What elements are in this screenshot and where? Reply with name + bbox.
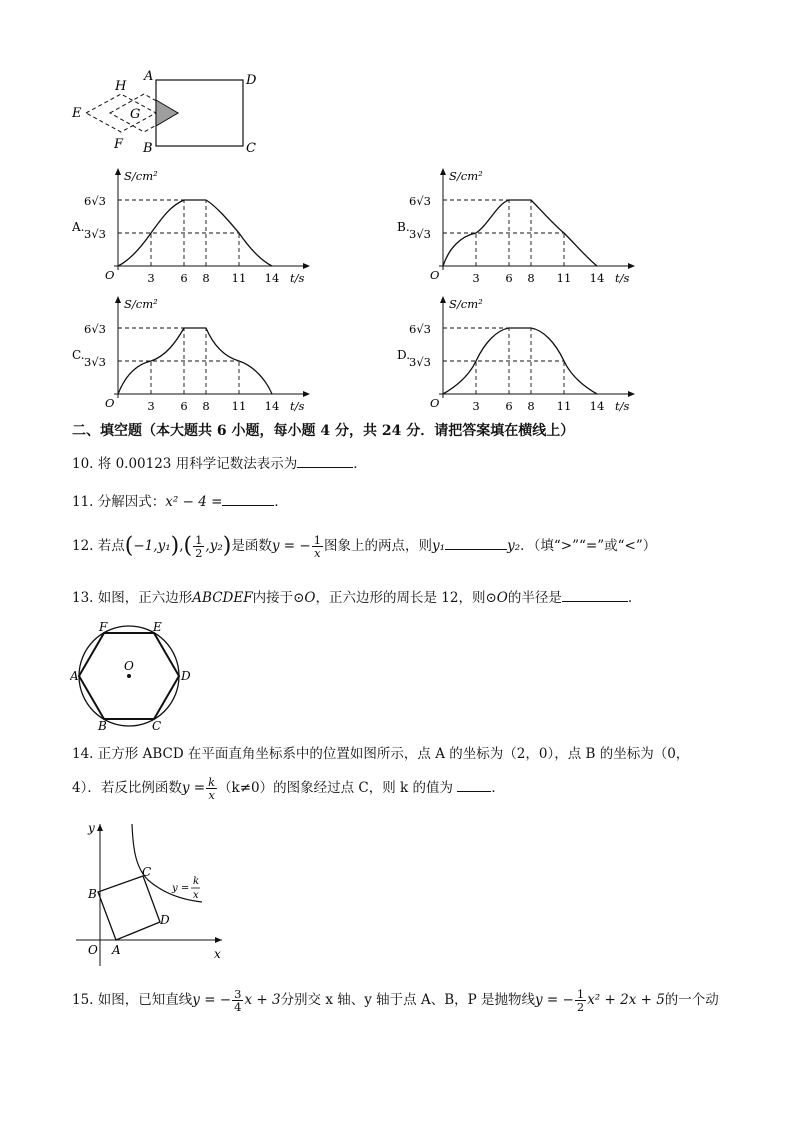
option-c-xtick-8: 8 [202, 399, 210, 413]
q10-text: 将 0.00123 用科学记数法表示为 [97, 456, 298, 472]
option-b-xtick-3: 3 [472, 271, 480, 285]
option-b-xtick-6: 6 [505, 271, 513, 285]
axis-label-y: y [88, 821, 95, 835]
curve-label-yeq: y = [172, 883, 190, 894]
option-c-ytick-3: 3√3 [84, 355, 106, 369]
option-c-x-label: t/s [290, 399, 305, 413]
label-H: H [115, 79, 127, 94]
q14-end: ． [491, 780, 505, 796]
option-d-xtick-11: 11 [556, 399, 572, 413]
question-15 [72, 988, 719, 1013]
option-b-xtick-8: 8 [527, 271, 535, 285]
q11-answer-blank[interactable] [222, 492, 274, 506]
q12-mid: 是函数 [231, 538, 272, 554]
q12-answer-blank[interactable] [445, 536, 507, 550]
question-14-line1 [72, 745, 689, 763]
label-G: G [130, 107, 141, 122]
curve-label-k: k [193, 876, 200, 887]
label-C: C [246, 141, 256, 156]
q14-func: y = [181, 780, 206, 796]
q15-line: y = − [192, 992, 232, 1008]
q12-number: 12. [72, 538, 94, 554]
option-b-xtick-11: 11 [556, 271, 572, 285]
option-b-ytick-3: 3√3 [409, 227, 431, 241]
top-figure [66, 66, 276, 160]
overlap-shaded [156, 100, 178, 126]
option-d-ytick-3: 3√3 [409, 355, 431, 369]
option-c-option-label: C. [72, 348, 85, 362]
q10-number: 10. [72, 456, 94, 472]
hexagon-figure [70, 620, 196, 732]
question-13 [72, 588, 632, 607]
hex-label-F: F [99, 620, 108, 634]
axis-label-x: x [214, 947, 221, 961]
q13-text3: ，正六边形的周长是 12，则⊙ [315, 590, 497, 606]
q12-y2: y₂ [507, 538, 521, 554]
q13-circle-o1: O [304, 590, 316, 606]
option-a-xtick-8: 8 [202, 271, 210, 285]
q13-circle-o2: O [496, 590, 508, 606]
option-b-xtick-14: 14 [589, 271, 605, 285]
square-abcd [98, 876, 160, 940]
option-c-origin: O [105, 396, 115, 410]
option-d-ytick-6: 6√3 [409, 322, 431, 336]
q14-fraction: $\frac{k}{x}$ [208, 775, 216, 802]
option-a-y-arrow [115, 168, 121, 175]
square-coordinate-figure [76, 820, 226, 966]
option-d-y-arrow [440, 296, 446, 303]
option-graphs [60, 160, 660, 416]
rhombus-outer-dashed [86, 94, 156, 132]
label-E: E [72, 106, 82, 121]
option-b-ytick-6: 6√3 [409, 194, 431, 208]
sq-label-D: D [160, 913, 170, 927]
hex-label-O: O [124, 659, 134, 673]
option-d-xtick-3: 3 [472, 399, 480, 413]
option-d-x-label: t/s [615, 399, 630, 413]
q12-func-fraction: $\frac{1}{x}$ [313, 533, 322, 560]
option-c-y-arrow [115, 296, 121, 303]
q11-text: 分解因式： [97, 494, 166, 510]
option-b-x-label: t/s [615, 271, 630, 285]
option-d-xtick-14: 14 [589, 399, 605, 413]
option-d-x-arrow [628, 391, 635, 397]
q14-line2b: （k≠0）的图象经过点 C，则 k 的值为 [218, 780, 454, 796]
x-axis-arrow [215, 937, 222, 943]
option-a-ytick-6: 6√3 [84, 194, 106, 208]
label-D: D [246, 73, 257, 88]
question-12: 12. 若点(−1,y₁),( $\frac{1}{2}$ ,y₂)是函数y = − $\frac{1}{x}$ 图象上的两点，则y₁ y₂．（填“>”“=”或“<”） [72, 533, 657, 560]
q12-func: y = − [271, 538, 311, 554]
q15-line-rest: x + 3 [244, 992, 281, 1008]
center-point-o [127, 674, 131, 678]
hyperbola-curve [132, 824, 202, 902]
option-a-x-label: t/s [290, 271, 305, 285]
option-b-x-arrow [628, 263, 635, 269]
q15-frac1: $\frac{3}{4}$ [234, 987, 242, 1014]
option-c-y-label: S/cm² [124, 297, 158, 311]
option-b-option-label: B. [397, 220, 410, 234]
section-title: 二、填空题（本大题共 6 小题，每小题 4 分，共 24 分．请把答案填在横线上） [72, 423, 575, 439]
option-a-option-label: A. [72, 220, 85, 234]
q12-hint: ．（填“>”“=”或“<”） [520, 538, 657, 554]
sq-label-C: C [142, 865, 152, 879]
option-b-y-label: S/cm² [449, 169, 483, 183]
q13-answer-blank[interactable] [562, 588, 628, 602]
option-c-xtick-3: 3 [147, 399, 155, 413]
q15-parabola-rest: x² + 2x + 5 [587, 992, 665, 1008]
q13-text2: 内接于⊙ [252, 590, 305, 606]
q13-number: 13. [72, 590, 94, 606]
q11-expression: x² − 4 = [165, 494, 223, 510]
sq-label-A: A [112, 943, 121, 957]
option-a-xtick-3: 3 [147, 271, 155, 285]
q15-text2: 分别交 x 轴、y 轴于点 A、B，P 是抛物线 [280, 992, 536, 1008]
option-d-option-label: D. [397, 348, 411, 362]
label-B: B [143, 141, 153, 156]
option-a-ytick-3: 3√3 [84, 227, 106, 241]
q10-end: ． [353, 456, 367, 472]
option-c-xtick-11: 11 [231, 399, 247, 413]
hex-label-C: C [152, 719, 162, 732]
hex-label-E: E [153, 620, 162, 634]
q14-number: 14. [72, 746, 94, 762]
sq-label-O: O [88, 943, 98, 957]
hex-label-A: A [70, 669, 79, 683]
option-d-xtick-6: 6 [505, 399, 513, 413]
option-a-origin: O [105, 268, 115, 282]
q13-text4: 的半径是 [507, 590, 562, 606]
q11-number: 11. [72, 494, 94, 510]
label-A: A [144, 69, 154, 84]
option-d-y-label: S/cm² [449, 297, 483, 311]
q12-pre: 若点 [97, 538, 125, 554]
q12-y1: y₁ [432, 538, 446, 554]
y-axis-arrow [97, 824, 103, 831]
q10-answer-blank[interactable] [297, 454, 353, 468]
curve-label-x: x [193, 890, 199, 901]
option-d-origin: O [430, 396, 440, 410]
option-b-origin: O [430, 268, 440, 282]
option-a-xtick-11: 11 [231, 271, 247, 285]
q13-text1: 如图，正六边形 [97, 590, 193, 606]
label-F: F [114, 137, 124, 152]
question-14-line2 [72, 776, 505, 801]
q12-point2-rest: ,y₂ [205, 538, 223, 554]
q14-answer-blank[interactable] [457, 778, 491, 792]
option-c-ytick-6: 6√3 [84, 322, 106, 336]
q11-end: ． [274, 494, 288, 510]
q12-point1: −1,y₁ [133, 538, 171, 554]
option-c-xtick-14: 14 [264, 399, 280, 413]
option-c-xtick-6: 6 [180, 399, 188, 413]
option-b-y-arrow [440, 168, 446, 175]
q15-text1: 如图，已知直线 [97, 992, 193, 1008]
q13-end: . [627, 590, 633, 606]
q13-hexagon-name: ABCDEF [192, 590, 253, 606]
q15-frac2: $\frac{1}{2}$ [576, 987, 585, 1014]
q12-after: 图象上的两点，则 [324, 538, 433, 554]
option-a-xtick-14: 14 [264, 271, 280, 285]
hex-label-B: B [98, 719, 107, 732]
option-a-y-label: S/cm² [124, 169, 158, 183]
option-a-x-arrow [303, 263, 310, 269]
option-a-xtick-6: 6 [180, 271, 188, 285]
sq-label-B: B [88, 887, 97, 901]
option-d-xtick-8: 8 [527, 399, 535, 413]
q12-half-fraction: $\frac{1}{2}$ [195, 533, 203, 560]
q14-line1: 正方形 ABCD 在平面直角坐标系中的位置如图所示，点 A 的坐标为（2，0），点 B 的坐标为（0， [97, 746, 690, 762]
question-10 [72, 454, 367, 473]
q14-line2a: 4）．若反比例函数 [72, 780, 182, 796]
q15-number: 15. [72, 992, 94, 1008]
question-11 [72, 492, 288, 511]
hex-label-D: D [181, 669, 191, 683]
option-c-x-arrow [303, 391, 310, 397]
q15-text3: 的一个动 [664, 992, 719, 1008]
q15-parabola: y = − [535, 992, 574, 1008]
